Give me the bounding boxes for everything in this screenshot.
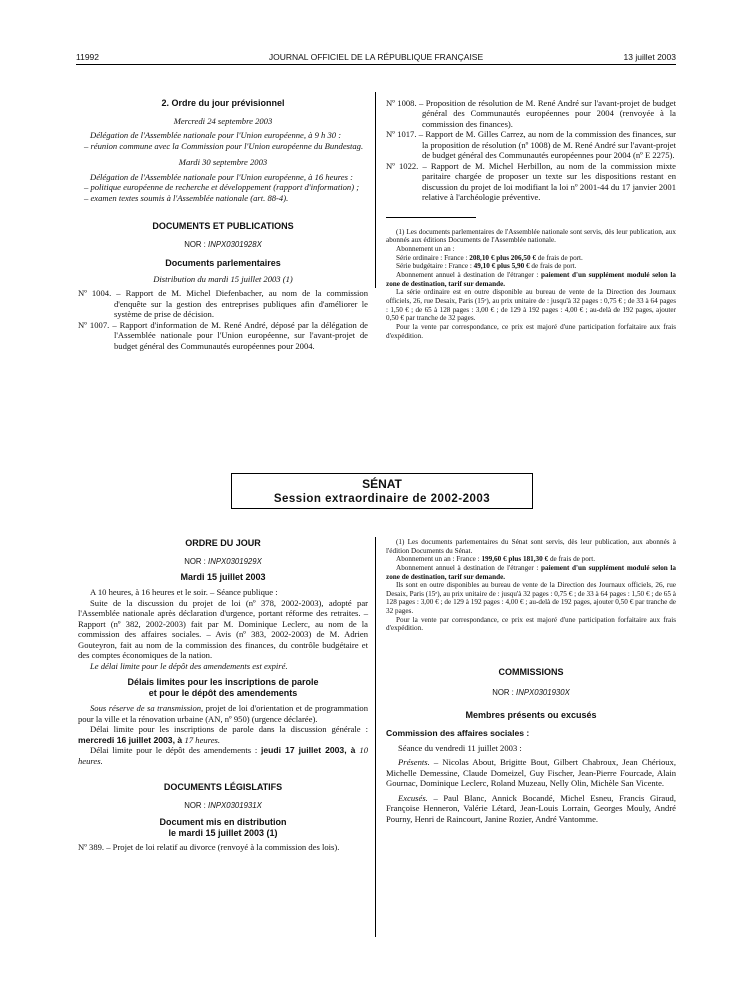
delais-amendements: Délai limite pour le dépôt des amendements : jeudi 17 juillet 2003, à 10 heures.	[78, 745, 368, 766]
delegation-1: Délégation de l'Assemblée nationale pour l'Union européenne, à 9 h 30 :	[90, 130, 342, 141]
seance-date: Séance du vendredi 11 juillet 2003 :	[398, 742, 522, 753]
assemblee-right-column	[386, 98, 676, 340]
nor-reference: NOR : INPX0301930X	[492, 688, 570, 698]
doc-distribution-title: Document mis en distribution	[159, 816, 287, 827]
ordre-provisional-title: 2. Ordre du jour prévisionnel	[161, 98, 285, 108]
presents-list: Présents. – Nicolas About, Brigitte Bout, Gilbert Chabroux, Jean Chérioux, Michelle Demessine, Claude Domeizel, Guy Fischer, Jean-Pierre Fourcade, Alain Gournac, Dominique Leclerc, Roland Muzeau, Nelly Olin, Michèle San Vicente.	[386, 757, 676, 789]
excuses-list: Excusés. – Paul Blanc, Annick Bocandé, Michel Esneu, Francis Giraud, Françoise Henneron, Valérie Létard, Jean-Louis Lorrain, Georges Mouly, André Pourny, Henri de Raincourt, Janine Rozier, André Vantomme.	[386, 792, 676, 824]
document-entry: Nº 1008. – Proposition de résolution de M. René André sur l'avant-projet de budget général des Communautés européennes pour 2004 (renvoyée à la commission des finances).	[386, 98, 677, 129]
footnote-rule	[386, 217, 476, 218]
docs-legislatifs-title: DOCUMENTS LÉGISLATIFS	[163, 782, 283, 793]
date-tuesday: Mardi 30 septembre 2003	[178, 157, 268, 168]
membres-title: Membres présents ou excusés	[465, 709, 597, 720]
seance-time: A 10 heures, à 16 heures et le soir. – Séance publique :	[90, 587, 278, 598]
date-wednesday: Mercredi 24 septembre 2003	[173, 115, 273, 126]
senat-left-column	[78, 538, 368, 852]
column-divider-top	[375, 92, 376, 288]
page-header	[76, 52, 676, 65]
docs-publications-title: DOCUMENTS ET PUBLICATIONS	[152, 221, 294, 232]
document-entry: Nº 1022. – Rapport de M. Michel Herbillon, au nom de la commission mixte paritaire chargée de proposer un texte sur les dispositions restant en discussion du projet de loi modifiant la loi nº 2001-44 du 17 janvier 2001 relative à l'archéologie préventive.	[386, 160, 677, 203]
seance-agenda: Suite de la discussion du projet de loi (nº 378, 2002-2003), adopté par l'Assemblée nationale après déclaration d'urgence, portant réforme des retraites. – Rapport (nº 382, 2002-2003) fait par M. Dominique Leclerc, au nom de la commission des affaires sociales. – Avis (nº 383, 2002-2003) de M. Adrien Gouteyron, fait au nom de la commission des finances, du contrôle budgétaire et des comptes économiques de la nation.	[78, 597, 368, 661]
document-entry: Nº 1017. – Rapport de M. Gilles Carrez, au nom de la commission des finances, sur la proposition de résolution (nº 1008) de M. René André sur l'avant-projet de budget général des Communautés européennes pour 2004 (nº E 2275).	[386, 129, 676, 161]
commission-name: Commission des affaires sociales :	[386, 728, 530, 739]
assemblee-left-column	[78, 98, 368, 351]
ordre-du-jour-title: ORDRE DU JOUR	[185, 538, 261, 548]
nor-reference: NOR : INPX0301928X	[184, 240, 262, 250]
amendments-note: Le délai limite pour le dépôt des amendements est expiré.	[90, 660, 288, 671]
distribution-date: Distribution du mardi 15 juillet 2003 (1)	[153, 273, 293, 284]
issue-date: 13 juillet 2003	[623, 52, 676, 62]
delais-title: Délais limites pour les inscriptions de parole	[127, 677, 319, 688]
senat-right-column	[386, 538, 676, 824]
document-entry: Nº 389. – Projet de loi relatif au divorce (renvoyé à la commission des lois).	[78, 841, 340, 852]
senat-title: SÉNAT	[362, 477, 402, 491]
delais-title-2: et pour le dépôt des amendements	[148, 688, 298, 699]
page-number: 11992	[76, 52, 100, 62]
nor-reference: NOR : INPX0301931X	[184, 801, 262, 811]
delegation-1-item: – réunion commune avec la Commission pour l'Union européenne du Bundestag.	[84, 140, 364, 151]
senat-footnote: (1) Les documents parlementaires du Sénat sont servis, dès leur publication, aux abonnés à l'édition Documents du Sénat. Abonnement un an : France : 199,60 € plus 181,30 € de frais de port. Abonnement annuel à destination de l'étranger : paiement d'un supplément modulé selon la zone de destination, tarif sur demande. Ils sont en outre disponibles au bureau de vente de la Direction des Journaux officiels, 26, rue Desaix, Paris (15ᵉ), au prix unitaire de : jusqu'à 32 pages : 0,75 € ; de 33 à 64 pages : 1,50 € ; de 65 à 128 pages : 3,00 € ; de 129 à 192 pages : 4,00 € ; au-delà de 192 pages, ajouter 0,50 € par tranche de 32 pages. Pour la vente par correspondance, ce prix est majoré d'une participation forfaitaire aux frais d'expédition.	[386, 538, 676, 633]
column-divider-bottom	[375, 537, 376, 937]
senat-session-box	[231, 473, 533, 509]
doc-distribution-date: le mardi 15 juillet 2003 (1)	[168, 827, 278, 838]
delais-project: Sous réserve de sa transmission, projet de loi d'orientation et de programmation pour la ville et la rénovation urbaine (AN, nº 950) (urgence déclarée).	[78, 703, 368, 724]
document-entry: Nº 1007. – Rapport d'information de M. René André, déposé par la délégation de l'Assemblée nationale pour l'Union européenne, sur l'avant-projet de budget général des Communautés européennes pour 2004.	[78, 319, 368, 351]
document-entry: Nº 1004. – Rapport de M. Michel Diefenbacher, au nom de la commission d'enquête sur la gestion des entreprises publiques afin d'améliorer le système de prise de décision.	[78, 288, 368, 320]
journal-title: JOURNAL OFFICIEL DE LA RÉPUBLIQUE FRANÇAISE	[268, 52, 484, 62]
commissions-title: COMMISSIONS	[498, 667, 564, 678]
docs-parlementaires-title: Documents parlementaires	[165, 257, 281, 268]
session-title: Session extraordinaire de 2002-2003	[273, 492, 491, 505]
delegation-2-item: – politique européenne de recherche et développement (rapport d'information) ;	[84, 182, 360, 193]
seance-date: Mardi 15 juillet 2003	[180, 572, 266, 583]
nor-reference: NOR : INPX0301929X	[184, 556, 262, 566]
delegation-2: Délégation de l'Assemblée nationale pour l'Union européenne, à 16 heures :	[90, 171, 353, 182]
delais-parole: Délai limite pour les inscriptions de parole dans la discussion générale : mercredi 16 juillet 2003, à 17 heures.	[78, 724, 368, 745]
delegation-2-item: – examen textes soumis à l'Assemblée nationale (art. 88-4).	[84, 192, 289, 203]
assemblee-footnote: (1) Les documents parlementaires de l'Assemblée nationale sont servis, dès leur publication, aux abonnés aux éditions Documents de l'Assemblée nationale. Abonnement un an : Série ordinaire : France : 208,10 € plus 206,50 € de frais de port. Série budgétaire : France : 49,10 € plus 5,90 € de frais de port. Abonnement annuel à destination de l'étranger : paiement d'un supplément modulé selon la zone de destination, tarif sur demande. La série ordinaire est en outre disponible au bureau de vente de la Direction des Journaux officiels, 26, rue Desaix, Paris (15ᵉ), au prix unitaire de : jusqu'à 32 pages : 0,75 € ; de 33 à 64 pages : 1,50 € ; de 65 à 128 pages : 3,00 € ; de 129 à 192 pages : 4,00 € ; au-delà de 192 pages, ajouter 0,50 € par tranche de 32 pages. Pour la vente par correspondance, ce prix est majoré d'une participation forfaitaire aux frais d'expédition.	[386, 227, 676, 340]
